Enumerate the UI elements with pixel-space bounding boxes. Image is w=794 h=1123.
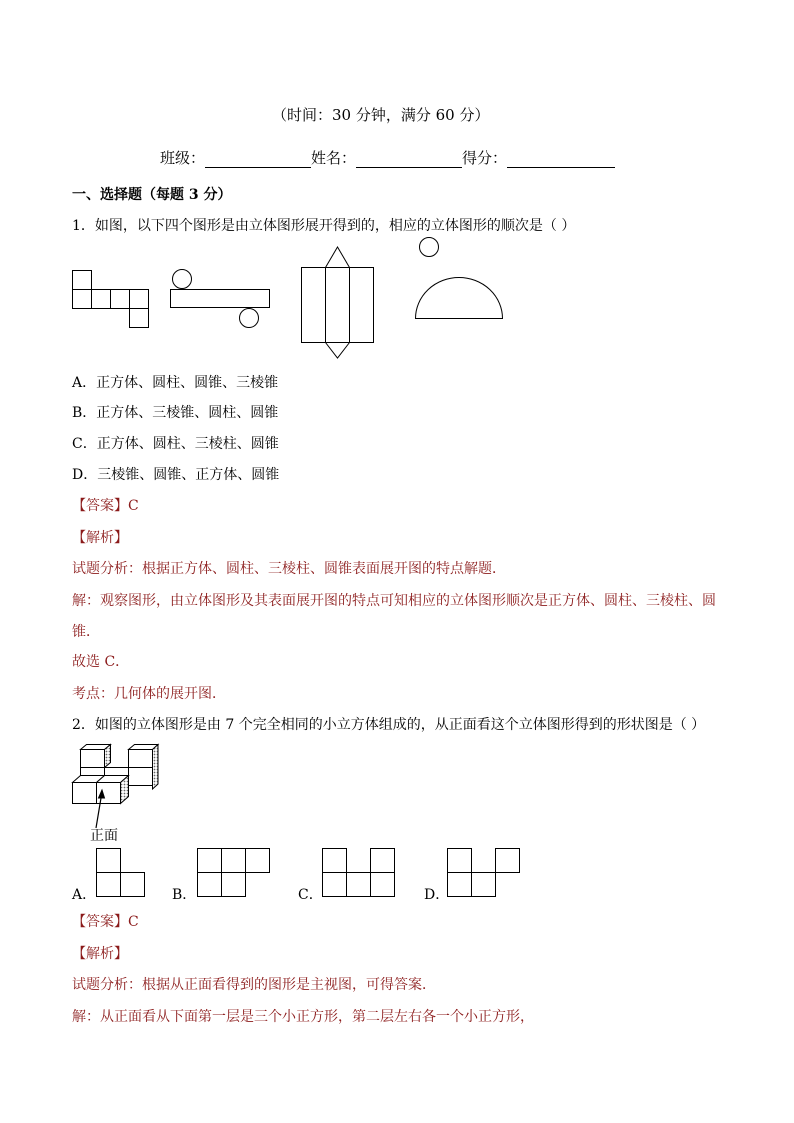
q1-option-b[interactable]: B．正方体、三棱锥、圆柱、圆锥 (72, 405, 279, 421)
q2-analysis-line: 试题分析：根据从正面看得到的图形是主视图，可得答案． (72, 977, 436, 993)
q2-option-a-letter[interactable]: A． (72, 887, 97, 903)
score-field[interactable] (507, 151, 615, 168)
class-field[interactable] (205, 151, 311, 168)
q1-option-c[interactable]: C．正方体、圆柱、三棱柱、圆锥 (72, 436, 279, 452)
q1-analysis-line: 考点：几何体的展开图． (72, 686, 226, 702)
q1-option-d[interactable]: D．三棱锥、圆锥、正方体、圆锥 (72, 467, 280, 483)
student-info-row (160, 148, 615, 168)
q1-option-a[interactable]: A．正方体、圆柱、圆锥、三棱锥 (72, 375, 279, 391)
q1-analysis-title: 【解析】 (72, 530, 128, 546)
prism-net-figure (300, 246, 376, 360)
class-label: 班级： (160, 149, 206, 167)
name-field[interactable] (356, 151, 462, 168)
front-label: 正面 (90, 828, 118, 844)
q2-option-b-figure[interactable] (197, 848, 271, 898)
cylinder-net-figure (168, 268, 272, 330)
q2-option-b-letter[interactable]: B． (172, 887, 197, 903)
q2-analysis-title: 【解析】 (72, 946, 128, 962)
section-title: 一、选择题（每题 3 分） (72, 187, 232, 203)
q1-analysis-line: 试题分析：根据正方体、圆柱、三棱柱、圆锥表面展开图的特点解题． (72, 561, 506, 577)
q1-analysis-line: 锥． (72, 624, 100, 640)
cube-net-figure (72, 270, 150, 330)
q1-stem: 1．如图，以下四个图形是由立体图形展开得到的，相应的立体图形的顺次是（ ） (72, 218, 576, 234)
q2-stem: 2．如图的立体图形是由 7 个完全相同的小立方体组成的，从正面看这个立体图形得到的形状图是（ ） (72, 717, 706, 733)
q2-option-d-figure[interactable] (447, 848, 521, 898)
q2-option-d-letter[interactable]: D． (424, 887, 450, 903)
score-label: 得分： (462, 149, 508, 167)
q2-answer: 【答案】C (72, 914, 139, 930)
q1-analysis-line: 解：观察图形，由立体图形及其表面展开图的特点可知相应的立体图形顺次是正方体、圆柱、三棱柱、圆 (72, 593, 716, 609)
q1-analysis-line: 故选 C． (72, 654, 130, 670)
time-note: （时间：30 分钟，满分 60 分） (272, 106, 490, 124)
q2-option-c-figure[interactable] (322, 848, 396, 898)
q2-option-a-figure[interactable] (96, 848, 146, 898)
q2-analysis-line: 解：从正面看从下面第一层是三个小正方形，第二层左右各一个小正方形， (72, 1009, 534, 1025)
name-label: 姓名： (311, 149, 357, 167)
q2-option-c-letter[interactable]: C． (298, 887, 323, 903)
cube-stack-figure (72, 744, 158, 834)
q1-answer: 【答案】C (72, 498, 139, 514)
cone-net-figure (412, 236, 506, 322)
